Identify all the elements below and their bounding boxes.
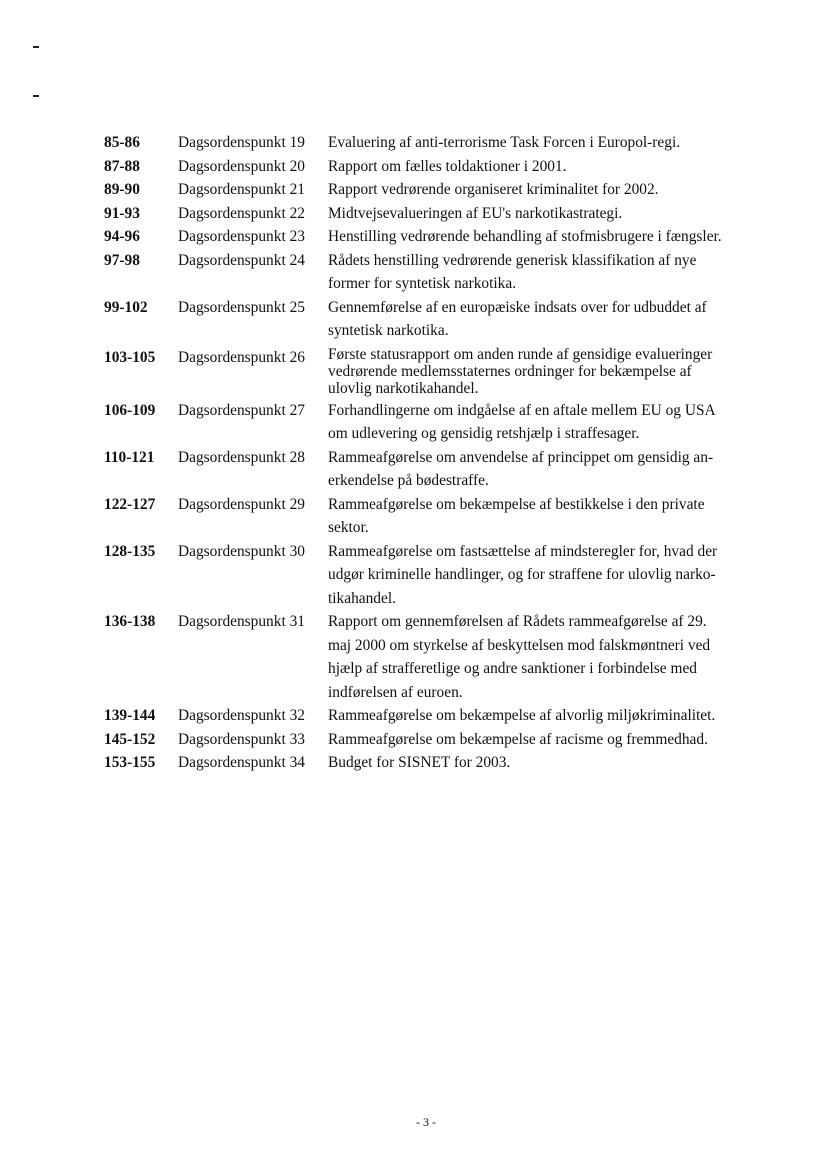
description-line: former for syntetisk narkotika. — [328, 275, 517, 292]
page-range: 106-109 — [104, 401, 156, 419]
agenda-item-description — [328, 728, 784, 752]
description-line: indførelsen af euroen. — [328, 683, 463, 701]
agenda-item-description — [328, 399, 784, 446]
description-line: Rammeafgørelse om bekæmpelse af bestikkelse i den private — [328, 495, 705, 513]
description-line: Henstilling vedrørende behandling af stofmisbrugere i fængsler. — [328, 228, 722, 245]
description-line: Midtvejsevalueringen af EU's narkotikastrategi. — [328, 204, 623, 222]
description-line: udgør kriminelle handlinger, og for straffene for ulovlig narko- — [328, 566, 716, 583]
description-line: sektor. — [328, 519, 369, 536]
agenda-item-label: Dagsordenspunkt 19 — [178, 134, 305, 151]
agenda-row — [104, 610, 784, 704]
description-line: Budget for SISNET for 2003. — [328, 754, 511, 771]
agenda-row — [104, 728, 784, 752]
agenda-item-label: Dagsordenspunkt 26 — [178, 348, 305, 366]
description-line: Rådets henstilling vedrørende generisk klassifikation af nye — [328, 251, 697, 269]
agenda-row — [104, 178, 784, 202]
agenda-item-description — [328, 704, 784, 728]
agenda-row — [104, 540, 784, 611]
page-range: 122-127 — [104, 495, 156, 513]
agenda-row — [104, 131, 784, 155]
agenda-item-label: Dagsordenspunkt 25 — [178, 298, 305, 316]
agenda-row — [104, 225, 784, 249]
agenda-item-label: Dagsordenspunkt 29 — [178, 495, 305, 513]
description-line: Rammeafgørelse om anvendelse af princippet om gensidig an- — [328, 448, 714, 466]
agenda-item-label: Dagsordenspunkt 27 — [178, 401, 305, 419]
agenda-row — [104, 296, 784, 343]
agenda-item-label: Dagsordenspunkt 24 — [178, 251, 305, 269]
agenda-item-description — [328, 296, 784, 343]
agenda-item-label: Dagsordenspunkt 23 — [178, 228, 305, 245]
description-line: Rammeafgørelse om fastsættelse af mindsteregler for, hvad der — [328, 542, 718, 560]
agenda-item-description — [328, 202, 784, 226]
description-line: tikahandel. — [328, 589, 396, 607]
page-range: 136-138 — [104, 613, 156, 630]
description-line: Rammeafgørelse om bekæmpelse af alvorlig miljøkriminalitet. — [328, 707, 716, 724]
description-line: Rapport vedrørende organiseret kriminalitet for 2002. — [328, 181, 659, 198]
agenda-row — [104, 155, 784, 179]
agenda-row — [104, 399, 784, 446]
description-line: syntetisk narkotika. — [328, 322, 449, 339]
agenda-row — [104, 751, 784, 775]
agenda-item-description — [328, 131, 784, 155]
agenda-item-description — [328, 346, 784, 397]
agenda-row — [104, 493, 784, 540]
margin-dash-mark — [33, 95, 39, 97]
agenda-item-description — [328, 155, 784, 179]
agenda-item-description — [328, 610, 784, 704]
agenda-item-description — [328, 540, 784, 611]
agenda-row — [104, 704, 784, 728]
agenda-row — [104, 446, 784, 493]
page-range: 97-98 — [104, 251, 140, 269]
agenda-item-label: Dagsordenspunkt 21 — [178, 181, 305, 198]
agenda-row — [104, 249, 784, 296]
agenda-item-label: Dagsordenspunkt 30 — [178, 542, 305, 560]
page-range: 110-121 — [104, 448, 155, 466]
description-line: Rammeafgørelse om bekæmpelse af racisme og fremmedhad. — [328, 730, 708, 748]
agenda-list — [104, 131, 784, 775]
description-line: erkendelse på bødestraffe. — [328, 472, 489, 489]
description-line: ulovlig narkotikahandel. — [328, 379, 479, 397]
agenda-item-label: Dagsordenspunkt 22 — [178, 204, 305, 222]
agenda-item-label: Dagsordenspunkt 32 — [178, 707, 305, 724]
page-range: 145-152 — [104, 730, 156, 748]
page-range: 91-93 — [104, 204, 140, 222]
description-line: om udlevering og gensidig retshjælp i straffesager. — [328, 425, 640, 442]
agenda-item-label: Dagsordenspunkt 31 — [178, 613, 305, 630]
description-line: Første statusrapport om anden runde af gensidige evalueringer — [328, 345, 713, 363]
description-line: Gennemførelse af en europæiske indsats over for udbuddet af — [328, 298, 707, 316]
margin-dash-mark — [33, 46, 39, 48]
page-range: 89-90 — [104, 181, 140, 198]
description-line: maj 2000 om styrkelse af beskyttelsen mod falskmøntneri ved — [328, 636, 711, 654]
description-line: Rapport om fælles toldaktioner i 2001. — [328, 157, 567, 175]
description-line: Forhandlingerne om indgåelse af en aftale mellem EU og USA — [328, 401, 716, 419]
agenda-item-description — [328, 493, 784, 540]
agenda-item-label: Dagsordenspunkt 34 — [178, 754, 305, 771]
description-line: hjælp af strafferetlige og andre sanktioner i forbindelse med — [328, 660, 697, 677]
description-line: Evaluering af anti-terrorisme Task Forcen i Europol-regi. — [328, 134, 681, 151]
page-range: 99-102 — [104, 298, 148, 316]
page-range: 85-86 — [104, 134, 140, 151]
agenda-item-label: Dagsordenspunkt 28 — [178, 448, 305, 466]
page-number: - 3 - — [416, 1115, 436, 1129]
page-range: 87-88 — [104, 157, 140, 175]
agenda-row — [104, 202, 784, 226]
agenda-item-label: Dagsordenspunkt 20 — [178, 157, 305, 175]
description-line: Rapport om gennemførelsen af Rådets rammeafgørelse af 29. — [328, 613, 707, 630]
agenda-item-label: Dagsordenspunkt 33 — [178, 730, 305, 748]
agenda-item-description — [328, 751, 784, 775]
page-range: 139-144 — [104, 707, 156, 724]
agenda-item-description — [328, 249, 784, 296]
description-line: vedrørende medlemsstaternes ordninger for bekæmpelse af — [328, 362, 692, 380]
page-range: 128-135 — [104, 542, 156, 560]
page-range: 94-96 — [104, 228, 140, 245]
page-range: 103-105 — [104, 348, 156, 366]
agenda-item-description — [328, 225, 784, 249]
agenda-item-description — [328, 178, 784, 202]
agenda-row — [104, 343, 784, 397]
page-range: 153-155 — [104, 754, 156, 771]
agenda-item-description — [328, 446, 784, 493]
